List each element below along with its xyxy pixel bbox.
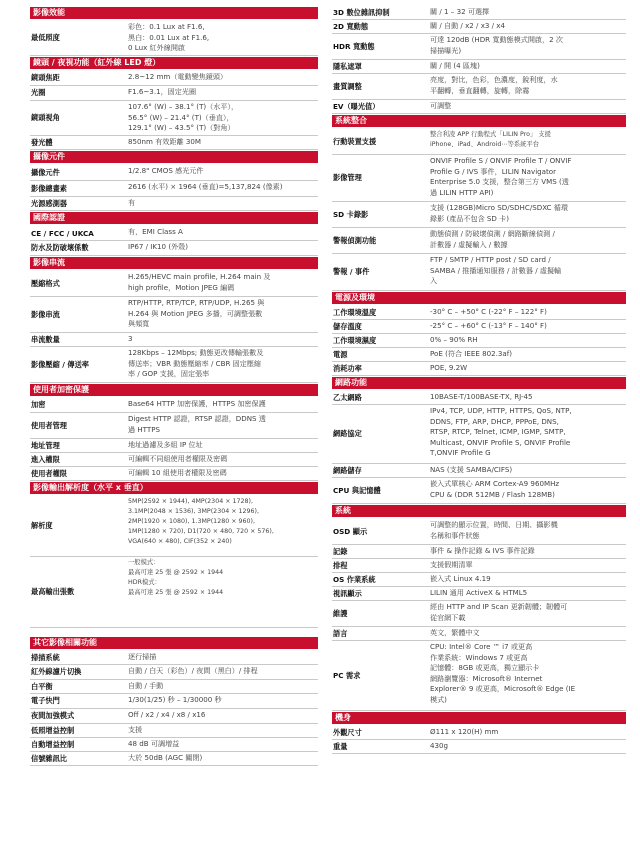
spec-value: 關 / 1 – 32 可選擇: [430, 7, 490, 16]
spec-label: 畫質調整: [333, 81, 362, 91]
spec-row: [30, 752, 318, 766]
spec-row: [30, 665, 318, 680]
section-header: 系統整合: [332, 115, 626, 127]
spec-value: Off / x2 / x4 / x8 / x16: [128, 710, 206, 719]
spec-row: [30, 651, 318, 665]
spec-value: 48 dB 可調增益: [128, 739, 180, 748]
spec-value: 128Kbps – 12Mbps; 動態更改傳輸張數及 傳送率；VBR 動態壓縮率 / CBR 固定壓縮 率 / GOP 支援，固定張率: [128, 348, 264, 379]
spec-label: 鏡頭焦距: [31, 73, 60, 82]
spec-label: 發光體: [31, 137, 53, 147]
spec-value: CPU: Intel® Core ™ i7 或更高 作業系統：Windows 7 或更高 記憶體：8GB 或更高，獨立顯示卡 網路瀏覽器：Microsoft® Internet Explorer® 9 或更高，Microsoft® Edge (IE 模式): [430, 642, 576, 704]
section-header: 電源及環境: [332, 292, 626, 304]
spec-row: [332, 405, 626, 464]
spec-label: 信號雜訊比: [31, 753, 67, 763]
spec-row: [30, 467, 318, 481]
spec-row: [30, 413, 318, 439]
spec-label: 視訊顯示: [333, 588, 362, 598]
spec-row: [30, 709, 318, 724]
spec-row: [30, 398, 318, 413]
spec-label: 影像串流: [31, 309, 60, 319]
spec-row: [332, 320, 626, 334]
spec-label: 紅外線濾片切換: [31, 667, 82, 676]
spec-row: [30, 136, 318, 150]
spec-label: 網路儲存: [333, 465, 362, 475]
section-header: 攝像元件: [30, 151, 318, 163]
spec-row: [30, 496, 318, 557]
spec-row: [332, 641, 626, 711]
spec-row: [30, 165, 318, 181]
spec-label: 夜間加強模式: [31, 711, 75, 720]
spec-value: 支援: [128, 725, 143, 734]
spec-label: 最低照度: [31, 33, 60, 42]
section-header: 影像效能: [30, 7, 318, 19]
spec-label: 影像壓縮 / 傳送率: [31, 359, 89, 369]
spec-value: 430g: [430, 741, 449, 750]
spec-row: [332, 306, 626, 320]
spec-value: 嵌入式 Linux 4.19: [430, 574, 491, 583]
section-header: 其它影像相關功能: [30, 637, 318, 649]
spec-row: [332, 228, 626, 254]
spec-row: [332, 587, 626, 601]
spec-label: PC 需求: [333, 670, 361, 680]
spec-value: 支援 (128GB)Micro SD/SDHC/SDXC 循環 錄影 (產品不包含 SD 卡): [430, 203, 568, 223]
spec-row: [30, 680, 318, 694]
spec-label: 光源感測器: [31, 198, 67, 208]
spec-value: 1/2.8" CMOS 感光元件: [128, 166, 204, 175]
spec-label: 維護: [333, 608, 348, 618]
spec-row: [30, 101, 318, 136]
spec-row: [332, 559, 626, 573]
spec-label: 網路協定: [333, 429, 362, 438]
spec-label: 電源: [333, 349, 348, 359]
spec-label: 解析度: [31, 521, 53, 530]
spec-value: 關 / 自動 / x2 / x3 / x4: [430, 21, 506, 30]
spec-label: 攝像元件: [31, 167, 60, 177]
spec-row: [30, 297, 318, 333]
spec-value: 3: [128, 334, 133, 343]
spec-label: 進入權限: [31, 454, 60, 464]
spec-value: LILIN 通用 ActiveX & HTML5: [430, 588, 528, 597]
section-header: 系統: [332, 505, 626, 517]
spec-value: 關 / 開 (4 區塊): [430, 61, 480, 70]
spec-label: 隱私遮罩: [333, 61, 362, 71]
spec-value: 事件 & 操作記錄 & IVS 事件記錄: [430, 546, 535, 555]
spec-label: 3D 數位雜訊抑制: [333, 7, 390, 17]
spec-value: Digest HTTP 認證，RTSP 認證，DDNS 透 過 HTTPS: [128, 414, 266, 434]
spec-value: 可編輯 10 組使用者權限及密碼: [128, 468, 227, 477]
spec-value: IPv4, TCP, UDP, HTTP, HTTPS, QoS, NTP, DDNS, FTP, ARP, DHCP, PPPoE, DNS, RTSP, RTCP, Telnet, ICMP, IGMP, SMTP, Multicast, ONVIF Profile S, ONVIF Profile T,ONVIF Profile G: [430, 406, 572, 458]
spec-label: 影像總畫素: [31, 183, 67, 193]
spec-label: OS 作業系統: [333, 574, 376, 584]
spec-row: [30, 557, 318, 628]
spec-row: [30, 181, 318, 197]
spec-value: 2616 (水平) × 1964 (垂直)=5,137,824 (像素): [128, 182, 283, 191]
spec-label: 壓縮格式: [31, 278, 60, 288]
spec-label: 記錄: [333, 546, 348, 556]
spec-value: 整合利凌 APP 行動程式「LILIN Pro」 支援 iPhone、iPad、Android⋯等系統平台: [430, 131, 551, 149]
spec-value: 5MP(2592 × 1944), 4MP(2304 × 1728), 3.1MP(2048 × 1536), 3MP(2304 × 1296), 2MP(1920 × 1080), 1.3MP(1280 × 960), 1MP(1280 × 720), D1(720 × 480, 720 × 576), VGA(640 × 480), CIF(352 × 240): [128, 498, 274, 546]
spec-label: 重量: [333, 741, 348, 751]
spec-label: 行動裝置支援: [333, 136, 377, 146]
spec-label: 乙太網路: [333, 392, 362, 402]
spec-value: 自動 / 白天（彩色）/ 夜間（黑白）/ 排程: [128, 666, 258, 675]
spec-row: [332, 740, 626, 754]
spec-value: 自動 / 手動: [128, 681, 164, 690]
spec-value: 一般模式： 最高可達 25 張 @ 2592 × 1944 HDR模式： 最高可達 25 張 @ 2592 × 1944: [128, 559, 224, 597]
spec-row: [332, 254, 626, 291]
section-header: 使用者加密保護: [30, 384, 318, 396]
spec-label: 語言: [333, 628, 348, 638]
section-header: 國際認證: [30, 212, 318, 224]
spec-label: 白平衡: [31, 681, 53, 691]
spec-label: 儲存溫度: [333, 321, 362, 331]
spec-row: [332, 391, 626, 405]
spec-value: 彩色：0.1 Lux at F1.6, 黑白：0.01 Lux at F1.6, 0 Lux 紅外線開啟: [128, 22, 210, 53]
spec-label: 光圈: [31, 88, 46, 97]
spec-value: ONVIF Profile S / ONVIF Profile T / ONVIF Profile G / IVS 事件，LILIN Navigator Enterprise 5.0 支援，整合第三方 VMS (透 過 LILIN HTTP API): [430, 156, 572, 197]
spec-label: 工作環境濕度: [333, 335, 377, 345]
spec-value: RTP/HTTP, RTP/TCP, RTP/UDP, H.265 與 H.264 與 Motion JPEG 多播，可調整張數 與頻寬: [128, 298, 265, 329]
spec-value: 850nm 有效距離 30M: [128, 137, 201, 146]
spec-value: 10BASE-T/100BASE-TX, RJ-45: [430, 392, 533, 401]
spec-row: [30, 439, 318, 453]
spec-label: 加密: [31, 400, 46, 409]
spec-value: 逐行掃描: [128, 652, 157, 661]
spec-row: [30, 694, 318, 709]
spec-value: 亮度，對比，色彩，色濃度，銳利度，水 平翻轉，垂直翻轉，旋轉，除霧: [430, 75, 558, 95]
spec-row: [332, 519, 626, 545]
spec-row: [332, 100, 626, 114]
spec-label: 排程: [333, 560, 348, 570]
spec-value: 嵌入式單核心 ARM Cortex-A9 960MHz CPU & (DDR 512MB / Flash 128MB): [430, 479, 560, 499]
spec-label: SD 卡錄影: [333, 209, 369, 219]
spec-value: 1/30(1/25) 秒 – 1/30000 秒: [128, 695, 222, 704]
spec-row: [332, 74, 626, 100]
spec-row: [30, 271, 318, 297]
spec-label: 電子快門: [31, 696, 60, 705]
spec-label: 使用者管理: [31, 420, 67, 430]
spec-row: [332, 334, 626, 348]
spec-value: Base64 HTTP 加密保護，HTTPS 加密保護: [128, 399, 266, 408]
spec-row: [30, 333, 318, 347]
spec-row: [332, 60, 626, 74]
spec-row: [30, 724, 318, 738]
spec-label: 外觀尺寸: [333, 727, 362, 737]
spec-label: CPU 與記憶體: [333, 485, 381, 495]
spec-row: [30, 21, 318, 56]
spec-value: 可達 120dB (HDR 寬動態模式開啟，2 次 掃描曝光): [430, 35, 563, 55]
spec-row: [332, 726, 626, 740]
spec-value: FTP / SMTP / HTTP post / SD card / SAMBA / 推播通知服務 / 計數器 / 虛擬輸 入: [430, 255, 562, 286]
spec-value: 107.6° (W) – 38.1° (T)（水平）， 56.5° (W) – 21.4° (T)（垂直）， 129.1° (W) – 43.5° (T)（對角）: [128, 102, 239, 133]
spec-value: 0% – 90% RH: [430, 335, 478, 344]
spec-value: POE, 9.2W: [430, 363, 468, 372]
spec-label: CE / FCC / UKCA: [31, 228, 94, 238]
spec-value: 大於 50dB (AGC 關閉): [128, 753, 203, 762]
spec-row: [332, 155, 626, 202]
spec-label: HDR 寬動態: [333, 41, 375, 51]
spec-value: Ø111 x 120(H) mm: [430, 727, 499, 736]
spec-row: [332, 601, 626, 627]
spec-row: [332, 202, 626, 228]
spec-value: -30° C – +50° C (-22° F – 122° F): [430, 307, 547, 316]
spec-row: [30, 241, 318, 256]
spec-value: 可調整的顯示位置，時間、日期、攝影機 名稱和事件狀態: [430, 520, 558, 540]
spec-value: 經由 HTTP and IP Scan 更新韌體；韌體可 從官網下載: [430, 602, 568, 622]
spec-label: 防水及防破壞係數: [31, 243, 89, 252]
spec-value: H.265/HEVC main profile, H.264 main 及 high profile，Motion JPEG 編碼: [128, 272, 271, 292]
spec-row: [30, 71, 318, 86]
spec-label: 消耗功率: [333, 363, 362, 373]
spec-row: [30, 226, 318, 241]
spec-row: [332, 6, 626, 20]
section-header: 影像輸出解析度（水平 x 垂直）: [30, 482, 318, 494]
spec-label: 鏡頭視角: [31, 113, 60, 122]
section-header: 機身: [332, 712, 626, 724]
spec-label: 串流數量: [31, 334, 60, 344]
spacer: [30, 628, 318, 636]
spec-row: [30, 738, 318, 752]
spec-value: IP67 / IK10 (外殼): [128, 242, 189, 251]
spec-value: F1.6~3.1，固定光圈: [128, 87, 197, 96]
spec-value: 英文，繁體中文: [430, 628, 480, 637]
spec-table-left: [30, 6, 318, 766]
spec-row: [332, 464, 626, 478]
spec-row: [30, 453, 318, 467]
spec-label: 工作環境溫度: [333, 307, 377, 317]
spec-row: [332, 478, 626, 504]
spec-table-right: [332, 6, 626, 754]
spec-row: [30, 347, 318, 383]
spec-value: 動態偵測 / 防破壞偵測 / 網路斷線偵測 / 計數器 / 虛擬輸入 / 數據: [430, 229, 555, 249]
spec-value: 地址過濾及多組 IP 位址: [128, 440, 203, 449]
spec-row: [332, 362, 626, 376]
spec-label: 最高輸出張數: [31, 587, 75, 596]
section-header: 鏡頭 / 夜視功能（紅外線 LED 燈）: [30, 57, 318, 69]
spec-label: 自動增益控制: [31, 739, 75, 749]
spec-row: [332, 34, 626, 60]
spec-label: OSD 顯示: [333, 526, 368, 536]
section-header: 網路功能: [332, 377, 626, 389]
spec-row: [332, 348, 626, 362]
spec-row: [332, 627, 626, 641]
spec-value: PoE (符合 IEEE 802.3af): [430, 349, 513, 358]
spec-label: 使用者權限: [31, 468, 67, 478]
spec-value: 可編輯不同組使用者權限及密碼: [128, 454, 228, 463]
spec-label: 影像管理: [333, 173, 362, 182]
spec-row: [30, 197, 318, 211]
spec-value: 有，EMI Class A: [128, 227, 183, 236]
spec-label: EV（曝光值）: [333, 101, 380, 111]
spec-row: [332, 545, 626, 559]
spec-value: 可調整: [430, 101, 452, 110]
spec-label: 地址管理: [31, 440, 60, 450]
spec-value: 2.8~12 mm（電動變焦鏡頭）: [128, 72, 228, 81]
spec-value: -25° C – +60° C (-13° F – 140° F): [430, 321, 547, 330]
spec-label: 2D 寬動態: [333, 21, 369, 31]
spec-label: 警報偵測功能: [333, 235, 377, 245]
spec-value: NAS (支援 SAMBA/CIFS): [430, 465, 513, 474]
spec-row: [332, 129, 626, 155]
spec-row: [332, 573, 626, 587]
spec-label: 低照增益控制: [31, 725, 75, 735]
section-header: 影像串流: [30, 257, 318, 269]
spec-value: 支援假期清單: [430, 560, 473, 569]
spec-row: [332, 20, 626, 34]
spec-label: 警報 / 事件: [333, 267, 370, 276]
spec-value: 有: [128, 198, 136, 207]
spec-label: 掃描系統: [31, 652, 60, 662]
spec-row: [30, 86, 318, 101]
